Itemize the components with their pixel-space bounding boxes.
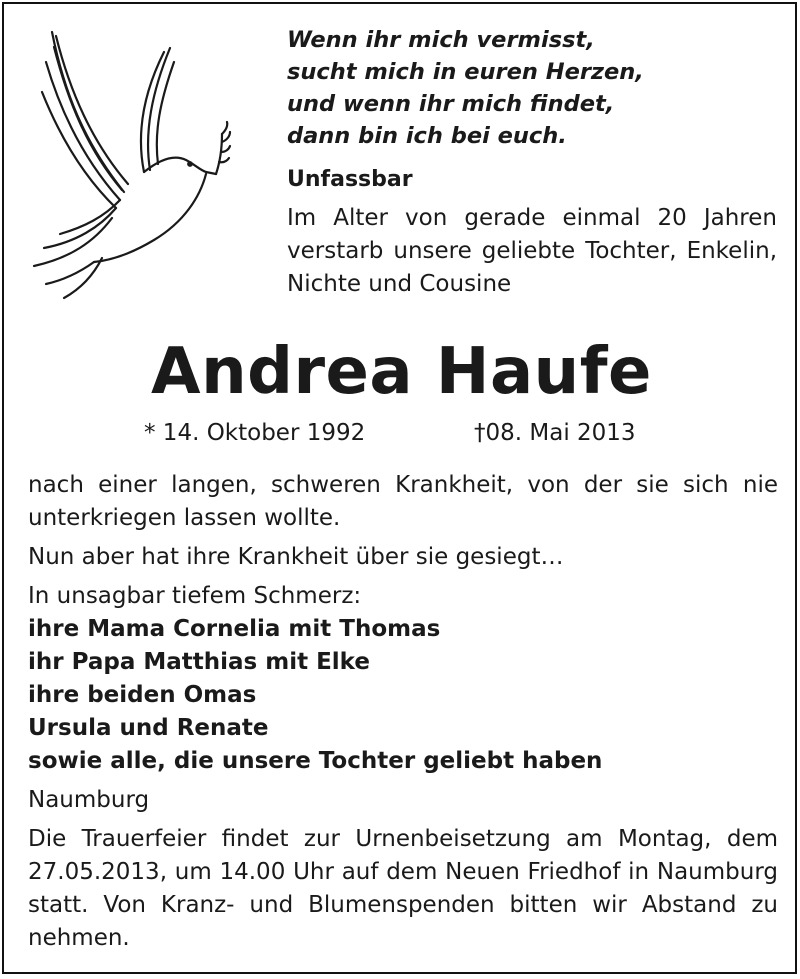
memorial-poem [287,24,644,152]
grief-intro: In unsagbar tiefem Schmerz: [28,583,362,609]
funeral-text: Die Trauerfeier findet zur Urnenbeisetzung am Montag, dem 27.05.2013, um 14.00 Uhr auf dem Neuen Friedhof in Naumburg statt. Von Kranz- und Blumenspenden bitten wir Abstand zu nehmen. [28,826,778,951]
mourner-line: sowie alle, die unsere Tochter geliebt haben [28,748,603,774]
poem-line: und wenn ihr mich findet, [287,91,615,117]
place-text: Naumburg [28,787,150,813]
defeat-text: Nun aber hat ihre Krankheit über sie gesiegt… [28,544,564,570]
poem-line: Wenn ihr mich vermisst, [287,27,595,53]
poem-line: dann bin ich bei euch. [287,123,567,149]
obituary-notice [2,2,797,974]
mourner-line: ihre beiden Omas [28,682,257,708]
dove-icon [24,22,234,312]
heading-unfassbar: Unfassbar [287,167,413,192]
deceased-name: Andrea Haufe [151,335,652,409]
notice-body [28,469,778,955]
intro-text: Im Alter von gerade einmal 20 Jahren verstarb unsere geliebte Tochter, Enkelin, Nichte und Cousine [287,205,777,297]
mourner-line: ihre Mama Cornelia mit Thomas [28,616,441,642]
poem-line: sucht mich in euren Herzen, [287,59,644,85]
mourner-line: ihr Papa Matthias mit Elke [28,649,370,675]
intro-block [287,164,777,301]
illness-text: nach einer langen, schweren Krankheit, von der sie sich nie unterkriegen lassen wollte. [28,472,778,531]
death-date: †08. Mai 2013 [474,420,636,446]
birth-date: * 14. Oktober 1992 [144,420,366,446]
mourner-line: Ursula und Renate [28,715,269,741]
